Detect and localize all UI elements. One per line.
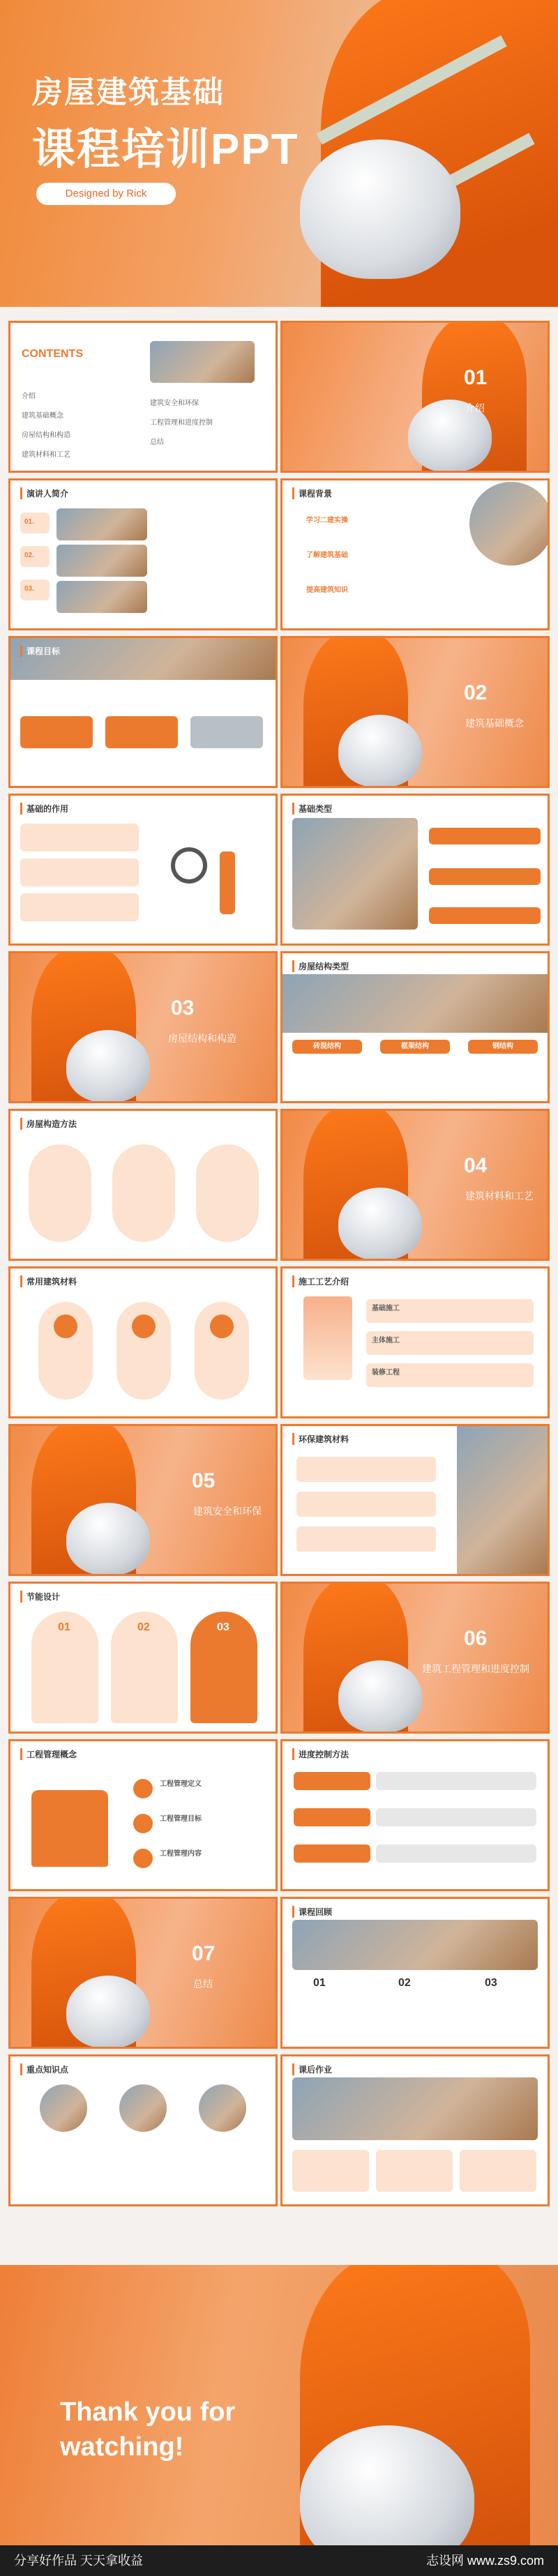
slide-title: 工程管理概念	[20, 1748, 77, 1760]
step-dot	[133, 1814, 153, 1833]
method-card	[112, 1144, 175, 1242]
role-card	[20, 893, 139, 921]
pipes-photo	[457, 1426, 548, 1574]
material-icon	[132, 1314, 156, 1338]
progress-desc	[376, 1844, 536, 1863]
green-card	[296, 1492, 436, 1517]
contents-item: 房屋结构和构造	[22, 432, 70, 439]
slide-section-07[interactable]	[8, 1897, 278, 2049]
slide-title: 演讲人简介	[20, 487, 68, 499]
contents-item: 建筑材料和工艺	[22, 451, 70, 459]
management-item: 工程管理内容	[160, 1850, 202, 1858]
management-item: 工程管理目标	[160, 1815, 202, 1823]
contents-item: 介绍	[22, 393, 36, 400]
slide-title: 基础的作用	[20, 803, 68, 815]
homework-photo	[292, 2077, 538, 2140]
type-bar	[429, 828, 541, 844]
slide-title: 课程背景	[292, 487, 332, 499]
section-label: 总结	[193, 1978, 213, 1990]
section-number: 02	[464, 681, 488, 704]
process-item: 主体施工	[372, 1337, 400, 1344]
section-number: 04	[464, 1154, 488, 1177]
slide-section-06[interactable]	[280, 1582, 550, 1734]
designer-badge: Designed by Rick	[36, 183, 176, 205]
management-item: 工程管理定义	[160, 1780, 202, 1788]
homework-card	[460, 2150, 536, 2192]
slide-section-03[interactable]	[8, 951, 278, 1103]
section-label: 介绍	[465, 402, 485, 414]
slide-management[interactable]	[8, 1739, 278, 1891]
slide-title: 基础类型	[292, 803, 332, 815]
energy-number: 01	[58, 1621, 70, 1633]
helmet-icon	[300, 139, 460, 279]
slide-construction-methods[interactable]	[8, 1109, 278, 1261]
review-number: 02	[398, 1977, 411, 1989]
structure-button: 框架结构	[380, 1040, 450, 1054]
section-label: 房屋结构和构造	[168, 1033, 236, 1044]
footer-slogan: 分享好作品 天天拿收益	[14, 2554, 143, 2568]
helmet-icon	[338, 1660, 422, 1733]
thanks-line2: watching!	[60, 2432, 184, 2462]
slide-foundation-types[interactable]	[280, 794, 550, 946]
contents-item: 建筑基础概念	[22, 412, 63, 420]
lifeguard-tower-icon	[31, 1790, 108, 1867]
type-bar	[429, 868, 541, 885]
slide-contents[interactable]	[8, 321, 278, 473]
slide-title: 环保建筑材料	[292, 1433, 349, 1445]
background-photo	[469, 482, 550, 566]
slide-goals[interactable]	[8, 636, 278, 788]
progress-desc	[376, 1808, 536, 1826]
green-card	[296, 1457, 436, 1482]
goal-card	[190, 716, 263, 748]
magnifier-icon	[171, 847, 207, 884]
house-photo	[282, 974, 548, 1033]
goal-card	[105, 716, 178, 748]
role-card	[20, 824, 139, 851]
step-dot	[133, 1779, 153, 1798]
helmet-icon	[66, 1030, 150, 1103]
thanks-line1: Thank you for	[60, 2397, 236, 2427]
slide-energy[interactable]	[8, 1582, 278, 1734]
section-label: 建筑基础概念	[465, 718, 524, 729]
keypoint-photo	[199, 2084, 246, 2132]
watermark-footer	[0, 2545, 558, 2576]
goal-card	[20, 716, 93, 748]
background-item: 了解建筑基础	[306, 552, 348, 559]
process-item: 装修工程	[372, 1369, 400, 1377]
slide-keypoints[interactable]	[8, 2054, 278, 2206]
speaker-photo	[56, 545, 147, 577]
contents-item: 建筑安全和环保	[150, 400, 199, 407]
slide-title: 课程目标	[20, 645, 60, 657]
green-card	[296, 1526, 436, 1552]
step-dot	[133, 1849, 153, 1868]
energy-number: 03	[217, 1621, 229, 1633]
material-icon	[210, 1314, 234, 1338]
hero-title-line1: 房屋建筑基础	[32, 75, 225, 109]
keypoint-photo	[40, 2084, 87, 2132]
progress-tag	[294, 1844, 370, 1863]
slide-background[interactable]	[280, 478, 550, 630]
section-label: 建筑安全和环保	[193, 1506, 262, 1517]
speaker-item-number: 03.	[24, 585, 34, 593]
slide-section-01[interactable]	[280, 321, 550, 473]
structure-button: 砖混结构	[292, 1040, 362, 1054]
review-photo	[292, 1920, 538, 1970]
slide-section-05[interactable]	[8, 1424, 278, 1576]
section-number: 07	[192, 1942, 216, 1965]
slide-section-02[interactable]	[280, 636, 550, 788]
slide-structure-types[interactable]	[280, 951, 550, 1103]
progress-tag	[294, 1772, 370, 1790]
slide-title: 课程回顾	[292, 1906, 332, 1918]
progress-tag	[294, 1808, 370, 1826]
speaker-photo	[56, 581, 147, 613]
section-number: 03	[171, 997, 195, 1020]
slide-title: 课后作业	[292, 2063, 332, 2075]
slide-homework[interactable]	[280, 2054, 550, 2206]
slide-title: 房屋结构类型	[292, 960, 349, 972]
arrow-up-icon	[303, 1296, 352, 1380]
role-card	[20, 858, 139, 886]
slide-green-materials[interactable]	[280, 1424, 550, 1576]
energy-number: 02	[137, 1621, 150, 1633]
method-card	[196, 1144, 259, 1242]
homework-card	[292, 2150, 369, 2192]
method-card	[29, 1144, 91, 1242]
contents-heading: CONTENTS	[22, 348, 83, 360]
slide-title: 重点知识点	[20, 2063, 68, 2075]
thank-you-slide	[0, 2265, 558, 2545]
slide-section-04[interactable]	[280, 1109, 550, 1261]
worker-figure-icon	[220, 851, 235, 914]
speaker-item-number: 02.	[24, 552, 34, 559]
slide-progress[interactable]	[280, 1739, 550, 1891]
slide-materials[interactable]	[8, 1266, 278, 1418]
contents-item: 工程管理和进度控制	[150, 419, 213, 427]
homework-card	[376, 2150, 453, 2192]
slide-title: 施工工艺介绍	[292, 1275, 349, 1287]
review-number: 01	[313, 1977, 326, 1989]
keypoint-photo	[119, 2084, 167, 2132]
speaker-item-number: 01.	[24, 518, 34, 526]
type-bar	[429, 907, 541, 924]
structure-button: 钢结构	[468, 1040, 538, 1054]
goals-banner-photo	[10, 638, 276, 680]
speaker-photo	[56, 508, 147, 540]
helmet-icon	[66, 1976, 150, 2048]
slide-title: 房屋构造方法	[20, 1118, 77, 1130]
slide-speaker[interactable]	[8, 478, 278, 630]
contents-photo	[150, 341, 255, 383]
slide-title: 进度控制方法	[292, 1748, 349, 1760]
slide-title: 节能设计	[20, 1591, 60, 1603]
hero-title-line2: 课程培训PPT	[32, 126, 299, 174]
helmet-icon	[66, 1503, 150, 1575]
progress-desc	[376, 1772, 536, 1790]
slide-review[interactable]	[280, 1897, 550, 2049]
review-number: 03	[485, 1977, 497, 1989]
section-label: 建筑工程管理和进度控制	[422, 1663, 529, 1674]
material-icon	[54, 1314, 77, 1338]
helmet-icon	[338, 1188, 422, 1260]
section-number: 06	[464, 1627, 488, 1650]
section-label: 建筑材料和工艺	[465, 1190, 534, 1202]
footer-site: 志设网 www.zs9.com	[425, 2554, 544, 2568]
foundation-photo	[292, 818, 418, 930]
process-item: 基础施工	[372, 1305, 400, 1312]
section-number: 01	[464, 366, 488, 389]
contents-item: 总结	[150, 439, 164, 446]
background-item: 学习二建实操	[306, 517, 348, 524]
helmet-icon	[338, 715, 422, 787]
hero-cover-slide	[0, 0, 558, 307]
section-number: 05	[192, 1469, 216, 1492]
background-item: 提高建筑知识	[306, 586, 348, 594]
slide-process[interactable]	[280, 1266, 550, 1418]
slide-title: 常用建筑材料	[20, 1275, 77, 1287]
slide-foundation-role[interactable]	[8, 794, 278, 946]
